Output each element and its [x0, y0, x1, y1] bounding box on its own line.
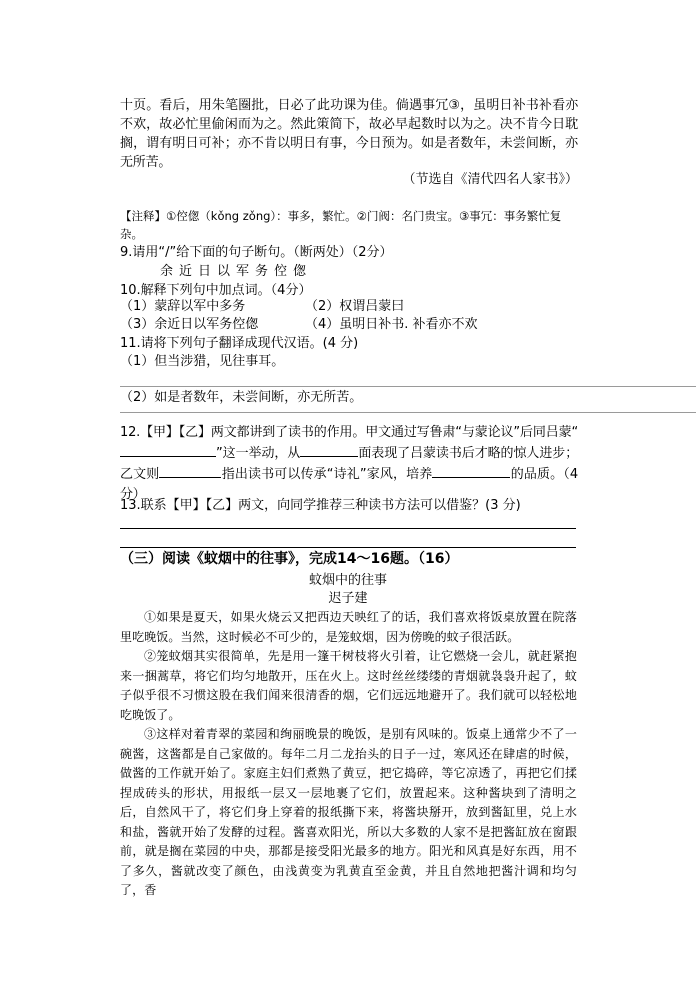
question-12-text-1: 12.【甲】【乙】两文都讲到了读书的作用。甲文通过写鲁肃“与蒙论议”后同吕蒙“ — [120, 425, 578, 440]
question-11-prompt: 11.请将下列句子翻译成现代汉语。(4 分) — [120, 336, 359, 351]
blank-12-4[interactable] — [432, 464, 510, 478]
passage-source: （节选自《清代四名人家书》） — [402, 172, 578, 187]
article-paragraph-1: ①如果是夏天，如果火烧云又把西边天映红了的话，我们喜欢将饭桌放置在院落里吃晚饭。当然，这时候必不可少的，是笼蚊烟，因为傍晚的蚊子很活跃。 — [120, 610, 577, 644]
article-title: 蚊烟中的往事 — [308, 573, 387, 588]
section-3-title: （三）阅读《蚊烟中的往事》，完成14～16题。（16） — [120, 551, 459, 567]
question-9-sentence: 余近日以军务倥偬 — [160, 264, 313, 279]
answer-line-11-2 — [120, 412, 696, 413]
blank-12-3[interactable] — [159, 464, 221, 478]
question-11-item-1: （1）但当涉猎，见往事耳。 — [120, 354, 285, 369]
article-body — [120, 608, 577, 901]
question-13-prompt: 13.联系【甲】【乙】两文，向同学推荐三种读书方法可以借鉴？(3 分) — [120, 498, 521, 513]
question-10-item-1: （1）蒙辞以军中多务 — [120, 299, 246, 314]
article-author: 迟子建 — [328, 591, 368, 606]
blank-12-2[interactable] — [300, 443, 358, 457]
question-10-prompt: 10.解释下列句中加点词。（4分） — [120, 283, 312, 298]
answer-line-13-1 — [120, 528, 576, 529]
question-10-item-3: （3）余近日以军务倥偬 — [120, 317, 259, 332]
question-12-text-3: 面表现了吕蒙读书后才略的惊人进步；乙文则 — [120, 446, 578, 482]
article-paragraph-3: ③这样对着青翠的菜园和绚丽晚景的晚饭，是别有风味的。饭桌上通常少不了一碗酱，这酱都是自己家做的。每年二月二龙抬头的日子一过，寒风还在肆虐的时候，做酱的工作就开始了。家庭主妇们煮熟了黄豆，把它捣碎，等它凉透了，再把它们揉捏成砖头的形状，用报纸一层又一层地裹了它们，放置起来。这种酱块到了清明之后，自然风干了，将它们身上穿着的报纸撕下来，将酱块掰开，放到酱缸里，兑上水和盐，酱就开始了发酵的过程。酱喜欢阳光，所以大多数的人家不是把酱缸放在窗跟前，就是搁在菜园的中央，那都是接受阳光最多的地方。阳光和风真是好东西，用不了多久，酱就改变了颜色，由浅黄变为乳黄直至金黄，并且自然地把酱汁调和均匀了，香 — [120, 727, 577, 897]
question-12-text-2: ”这一举动，从 — [216, 446, 301, 461]
question-12 — [120, 423, 578, 505]
article-paragraph-2: ②笼蚊烟其实很简单，先是用一篷干树枝将火引着，让它燃烧一会儿，就赶紧抱来一捆蒿草，将它们均匀地散开，压在火上。这时丝丝缕缕的青烟就袅袅升起了，蚊子似乎很不习惯这股在我们闻来很清香的烟，它们远远地避开了。我们就可以轻松地吃晚饭了。 — [120, 649, 577, 722]
question-10-item-4: （4）虽明日补书. 补看亦不欢 — [305, 317, 478, 332]
answer-line-11-1 — [120, 386, 696, 387]
blank-12-1[interactable] — [120, 443, 216, 457]
question-12-text-4: 指出读书可以传承“诗礼”家风，培养 — [221, 467, 433, 482]
notes: 【注释】①倥偬（kǒng zǒng）：事多，繁忙。②门阀：名门贵宝。③事冗：事务繁忙复杂。 — [120, 209, 562, 241]
question-9-prompt: 9.请用“/”给下面的句子断句。（断两处）（2分） — [120, 245, 393, 260]
question-12-text-5: 的品质。（4分） — [120, 467, 578, 502]
passage-text: 十页。看后，用朱笔圈批，日必了此功课为佳。倘遇事冗③，虽明日补书补看亦不欢，故必忙里偷闲而为之。然此策简下，故必早起数时以为之。决不肯今日耽搁，谓有明日可补；亦不肯以明日有事，今日预为。如是者数年，未尝间断，亦无所苦。 — [120, 98, 578, 170]
answer-line-13-2 — [120, 547, 576, 548]
question-11-item-2: （2）如是者数年，未尝间断，亦无所苦。 — [120, 390, 363, 405]
question-10-item-2: （2）权谓吕蒙曰 — [305, 299, 405, 314]
